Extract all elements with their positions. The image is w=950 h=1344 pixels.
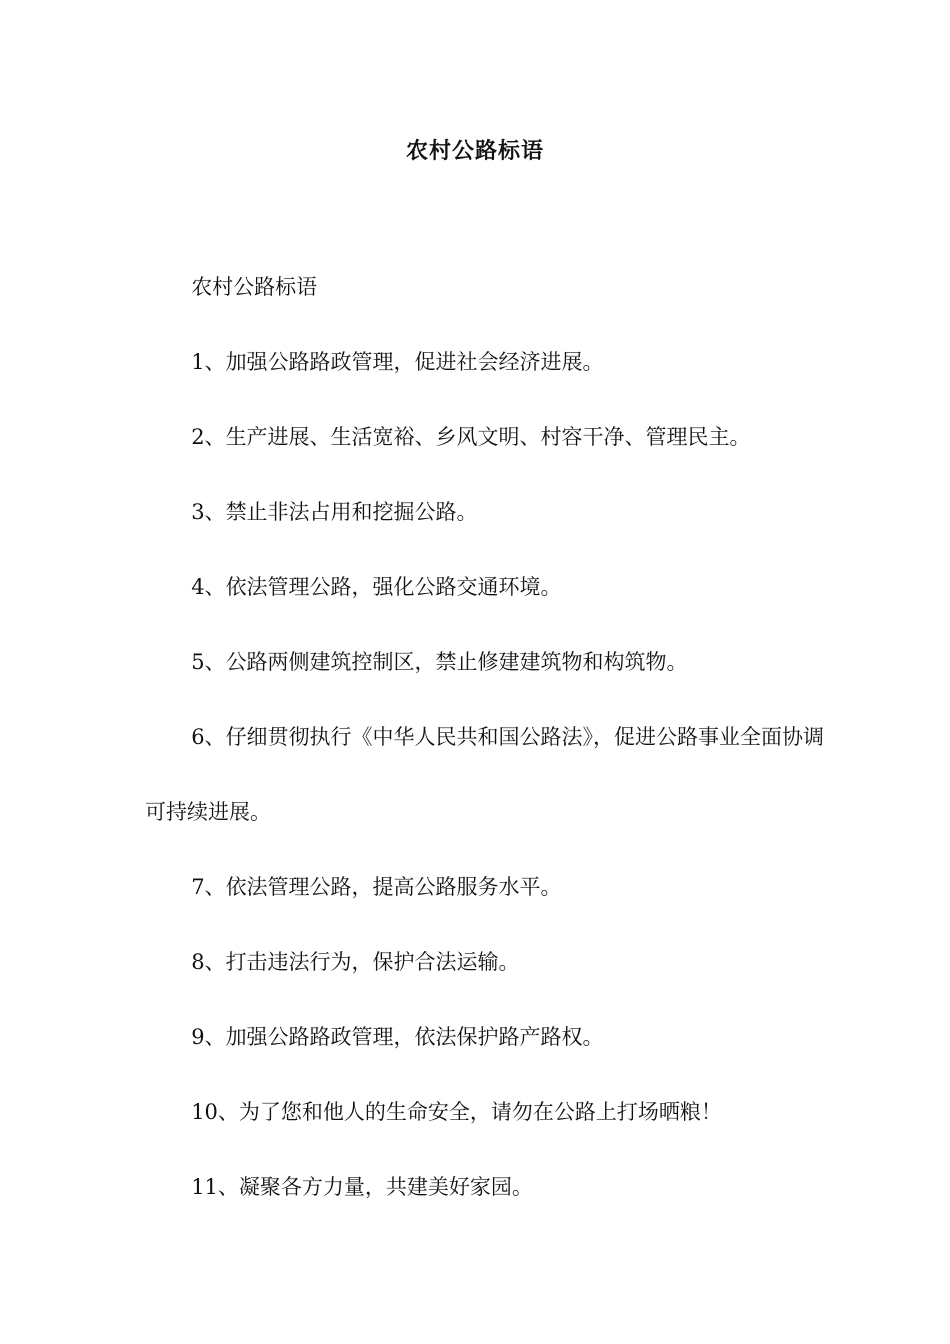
slogan-item (145, 850, 825, 925)
item-number: 1、 (191, 350, 226, 374)
item-text: 依法管理公路，强化公路交通环境。 (225, 575, 562, 599)
item-text: 仔细贯彻执行《中华人民共和国公路法》，促进公路事业全面协调可持续进展。 (145, 725, 825, 824)
item-number: 8、 (191, 950, 226, 974)
paragraph-text: 农村公路标语 (191, 275, 318, 299)
item-text: 公路两侧建筑控制区，禁止修建建筑物和构筑物。 (225, 650, 688, 674)
item-text: 生产进展、生活宽裕、乡风文明、村容干净、管理民主。 (225, 425, 751, 449)
document-title: 农村公路标语 (405, 139, 544, 164)
item-number: 11、 (191, 1175, 239, 1199)
slogan-item (145, 700, 825, 850)
item-text: 禁止非法占用和挖掘公路。 (225, 500, 478, 524)
item-text: 加强公路路政管理，依法保护路产路权。 (225, 1025, 604, 1049)
item-text: 加强公路路政管理，促进社会经济进展。 (225, 350, 604, 374)
item-number: 3、 (191, 500, 226, 524)
slogan-item (145, 400, 825, 475)
slogan-item (145, 1075, 825, 1150)
item-number: 6、 (191, 725, 226, 749)
slogan-item (145, 1150, 825, 1225)
document-body (145, 250, 825, 1225)
slogan-item (145, 925, 825, 1000)
slogan-item (145, 550, 825, 625)
slogan-item (145, 475, 825, 550)
paragraph-heading (145, 250, 825, 325)
item-text: 为了您和他人的生命安全，请勿在公路上打场晒粮！ (238, 1100, 722, 1124)
item-number: 4、 (191, 575, 226, 599)
item-number: 7、 (191, 875, 226, 899)
item-text: 依法管理公路，提高公路服务水平。 (225, 875, 562, 899)
item-number: 2、 (191, 425, 226, 449)
slogan-item (145, 1000, 825, 1075)
item-text: 打击违法行为，保护合法运输。 (225, 950, 520, 974)
item-text: 凝聚各方力量，共建美好家园。 (238, 1175, 533, 1199)
slogan-item (145, 325, 825, 400)
item-number: 10、 (191, 1100, 239, 1124)
item-number: 9、 (191, 1025, 226, 1049)
item-number: 5、 (191, 650, 226, 674)
slogan-item (145, 625, 825, 700)
